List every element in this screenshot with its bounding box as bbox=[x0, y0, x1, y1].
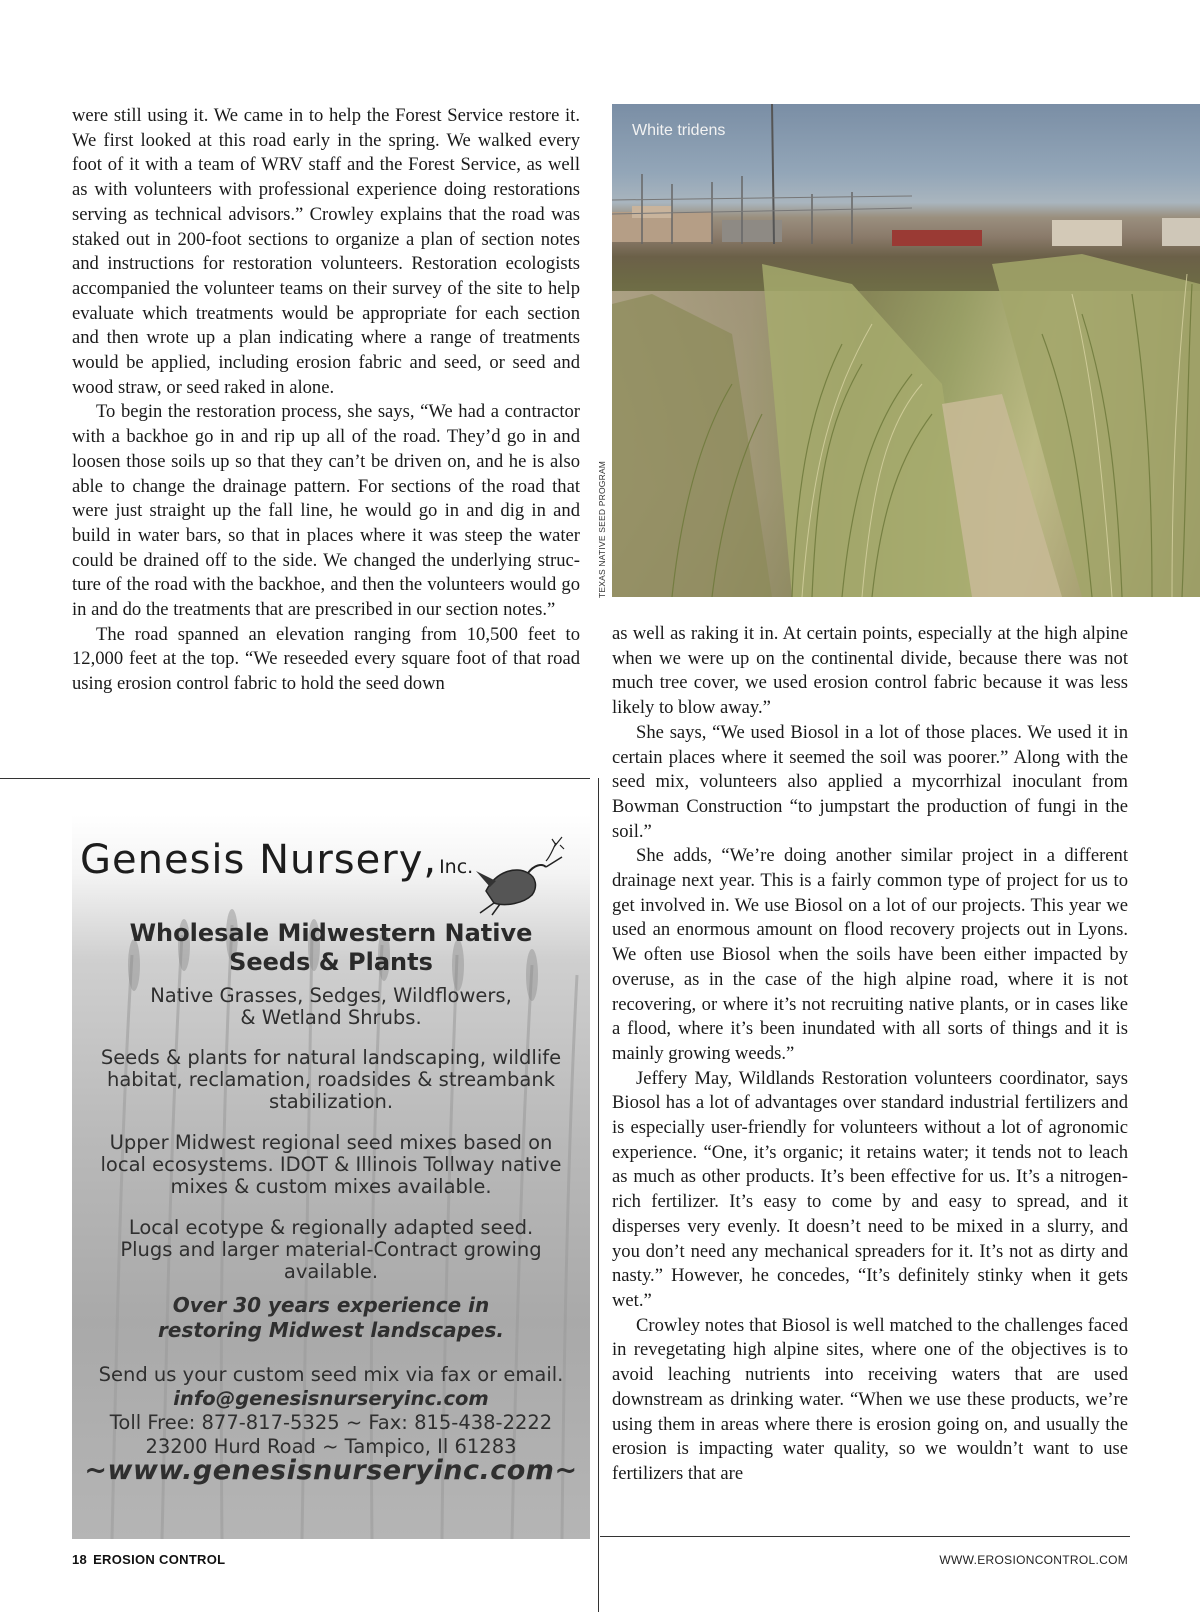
magazine-website: WWW.EROSIONCONTROL.COM bbox=[939, 1553, 1128, 1567]
ad-website: ~www.genesisnurseryinc.com~ bbox=[84, 1455, 578, 1486]
ad-text-line: Seeds & plants for natural landscaping, wildlife bbox=[100, 1046, 562, 1069]
ad-text-line: mixes & custom mixes available. bbox=[170, 1175, 492, 1198]
ad-email: info@genesisnurseryinc.com bbox=[173, 1387, 489, 1410]
ad-text-line: stabilization. bbox=[268, 1090, 394, 1113]
ad-contact bbox=[72, 1363, 590, 1459]
ad-text-line: Plugs and larger material-Contract growing bbox=[120, 1238, 542, 1261]
article-paragraph: as well as raking it in. At certain points, especially at the high alpine when we were up on the continental divide, because there was not much tree cover, we used erosion control fabric because it was less likely to blow away.” bbox=[612, 623, 1128, 719]
bird-logo-icon bbox=[466, 831, 566, 917]
photo-caption: White tridens bbox=[632, 122, 726, 139]
ad-headline-line: Wholesale Midwestern Native bbox=[129, 919, 533, 947]
ad-phone-numbers: Toll Free: 877-817-5325 ~ Fax: 815-438-2222 bbox=[109, 1411, 553, 1434]
article-column-left bbox=[72, 104, 580, 697]
ad-address: 23200 Hurd Road ~ Tampico, Il 61283 bbox=[145, 1435, 517, 1458]
ad-text-line: & Wetland Shrubs. bbox=[240, 1006, 422, 1029]
ad-ecotype bbox=[72, 1217, 590, 1283]
ad-company-name: Genesis Nursery, bbox=[80, 837, 438, 883]
article-paragraph: She adds, “We’re doing another similar project in a different drainage next year. This is a fairly common type of project for us to get involved in. We use Biosol on a lot of our projects. This year we used an enormous amount on flood recovery projects out in Lyons. We often use Biosol when the soils have been either impacted by overuse, as in the case of the high alpine road, where it is not recovering, or where it’s not recruiting native plants, or in cases like a flood, where it’s been inundated with all sorts of things and it is mainly growing weeds.” bbox=[612, 845, 1128, 1064]
grass-rows bbox=[612, 224, 1200, 597]
genesis-nursery-advertisement bbox=[72, 815, 590, 1539]
ad-logo bbox=[80, 837, 580, 917]
ad-text-line: Native Grasses, Sedges, Wildflowers, bbox=[150, 984, 512, 1007]
page-footer-left bbox=[72, 1552, 225, 1567]
page-number: 18 bbox=[72, 1552, 88, 1567]
article-paragraph: Crowley notes that Biosol is well matched to the challenges faced in revegetating high alpine sites, where one of the objectives is to avoid leaching nutrients into receiving waters that are used downstream as drinking water. “When we use these products, we’re using them in areas where there is erosion going on, and usually the erosion is impacting water quality, so we wouldn’t want to use fertilizers that are bbox=[612, 1314, 1128, 1484]
ad-text-line: available. bbox=[283, 1260, 379, 1283]
column-divider bbox=[598, 778, 599, 1612]
article-paragraph: To begin the restoration process, she says, “We had a contractor with a backhoe go in and rip up all of the road. They’d go in and loosen those soils up so that they can’t be driven on, and he is also able to change the drainage pattern. For sections of the road that were just straight up the fall line, he would go in and dig in and build in water bars, so that in places where it was steep the water could be drained off to the side. We changed the underlying structure of the road with the backhoe, and then the volunteers would go in and do the treatments that are prescribed in our section notes.” bbox=[72, 401, 580, 621]
ad-text-line: local ecosystems. IDOT & Illinois Tollway native bbox=[100, 1153, 562, 1176]
ad-text-line: Upper Midwest regional seed mixes based on bbox=[109, 1131, 553, 1154]
article-paragraph: The road spanned an elevation ranging from 10,500 feet to 12,000 feet at the top. “We reseeded every square foot of that road using erosion control fabric to hold the seed down bbox=[72, 623, 580, 695]
ad-experience bbox=[72, 1293, 590, 1343]
ad-text-line: Local ecotype & regionally adapted seed. bbox=[128, 1216, 534, 1239]
ad-headline-line: Seeds & Plants bbox=[229, 948, 433, 976]
ad-product-types bbox=[72, 985, 590, 1029]
ad-uses bbox=[72, 1047, 590, 1113]
grass-field-photo bbox=[612, 104, 1200, 597]
divider-rule bbox=[600, 1536, 1130, 1537]
divider-rule bbox=[0, 778, 590, 779]
ad-seed-mixes bbox=[72, 1132, 590, 1198]
article-paragraph: She says, “We used Biosol in a lot of those places. We used it in certain places where it seemed the soil was poorer.” Along with the seed mix, volunteers also applied a mycorrhizal inoculant from Bowman Construction “to jumpstart the production of fungi in the soil.” bbox=[612, 721, 1128, 842]
photo-credit: TEXAS NATIVE SEED PROGRAM bbox=[597, 460, 607, 598]
ad-text-line: Send us your custom seed mix via fax or email. bbox=[98, 1363, 564, 1386]
article-column-right bbox=[612, 622, 1128, 1487]
article-paragraph: Jeffery May, Wildlands Restoration volunteers coordinator, says Biosol has a lot of advantages over standard industrial fertilizers and is especially user-friendly for volunteers without a lot of agronomic experience. “One, it’s organic; it retains water; it tends not to leach as much as other products. It’s been effective for us. It’s a nitrogen-rich fertilizer. It’s easy to come by and easy to spread, and it disperses very evenly. It doesn’t need to be mixed in a slurry, and you don’t need any mechanical spreaders for it. It’s not as dirty and nasty.” However, he concedes, “It’s definitely stinky when it gets wet.” bbox=[612, 1067, 1128, 1311]
article-paragraph: were still using it. We came in to help the Forest Service restore it. We first looked at this road early in the spring. We walked every foot of it with a team of WRV staff and the Forest Service, as well as with volunteers with professional experience doing restorations serving as technical advisors.” Crowley explains that the road was staked out in 200-foot sections to organize a plan of section notes and instructions for restoration volunteers. Restoration ecologists accompanied the volunteer teams on their survey of the site to help evaluate which treatments would be appropriate for each section and then wrote up a plan indicating where a range of treatments would be applied, including erosion fabric and seed, or seed and wood straw, or seed raked in alone. bbox=[72, 105, 580, 398]
ad-text-line: restoring Midwest landscapes. bbox=[158, 1318, 504, 1342]
magazine-name: EROSION CONTROL bbox=[93, 1552, 226, 1567]
ad-text-line: habitat, reclamation, roadsides & streambank bbox=[107, 1068, 555, 1091]
ad-text-line: Over 30 years experience in bbox=[172, 1293, 490, 1317]
ad-company-suffix: Inc. bbox=[439, 856, 474, 878]
ad-headline bbox=[72, 919, 590, 977]
